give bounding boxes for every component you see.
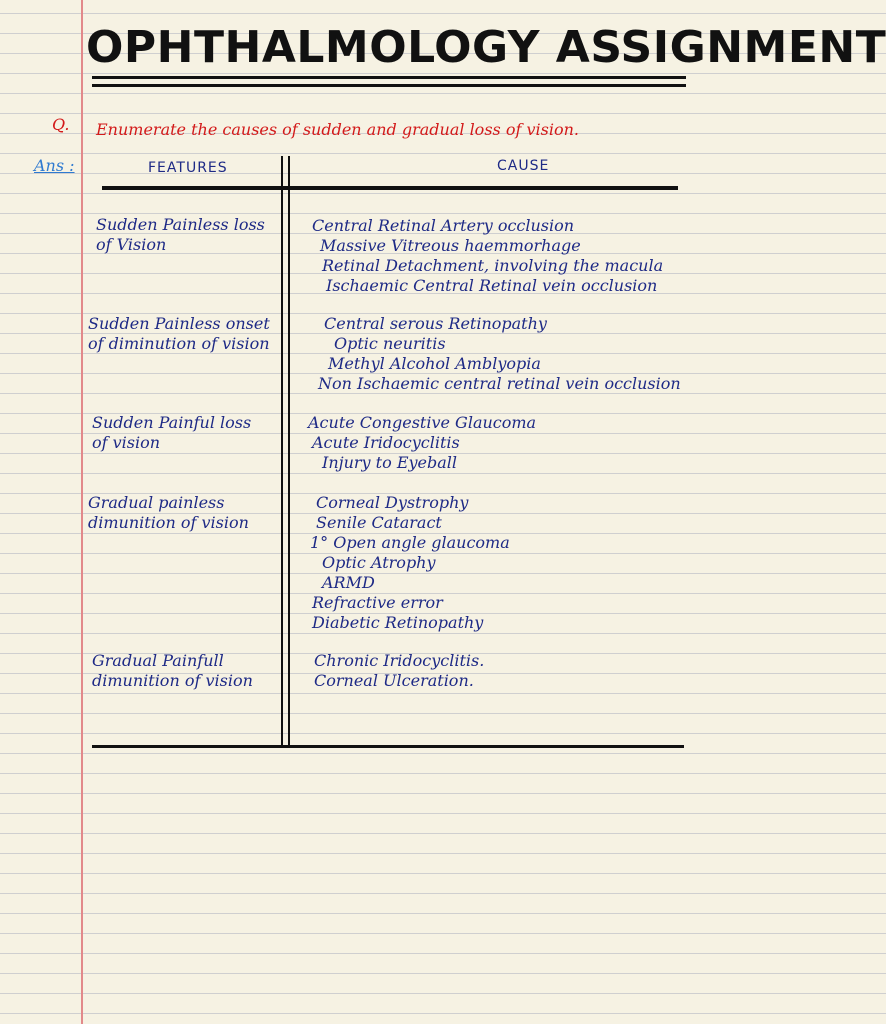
feature-line: dimunition of vision <box>92 671 253 690</box>
feature-line: Sudden Painless onset <box>88 314 270 333</box>
page-title: OPHTHALMOLOGY ASSIGNMENT <box>86 22 886 73</box>
table-bottom-rule <box>92 745 684 748</box>
cause-item: Injury to Eyeball <box>322 453 458 472</box>
question-label: Q. <box>52 115 70 134</box>
cause-item: Refractive error <box>312 593 443 612</box>
cause-item: Massive Vitreous haemmorhage <box>320 236 581 255</box>
cause-item: 1° Open angle glaucoma <box>310 533 510 552</box>
feature-line: Sudden Painless loss <box>96 215 265 234</box>
feature-line: dimunition of vision <box>88 513 249 532</box>
feature-line: Gradual Painfull <box>92 651 224 670</box>
cause-item: Corneal Ulceration. <box>314 671 474 690</box>
cause-item: Central serous Retinopathy <box>324 314 547 333</box>
cause-item: Methyl Alcohol Amblyopia <box>328 354 541 373</box>
title-underline-1 <box>92 76 686 79</box>
cause-item: Central Retinal Artery occlusion <box>312 216 575 235</box>
feature-line: of Vision <box>96 235 167 254</box>
cause-item: Acute Congestive Glaucoma <box>308 413 537 432</box>
feature-line: of diminution of vision <box>88 334 270 353</box>
features-header: FEATURES <box>148 160 228 176</box>
feature-line: Sudden Painful loss <box>92 413 252 432</box>
answer-label: Ans : <box>34 156 75 175</box>
cause-item: Chronic Iridocyclitis. <box>314 651 485 670</box>
cause-item: Non Ischaemic central retinal vein occlusion <box>318 374 681 393</box>
cause-item: Corneal Dystrophy <box>316 493 469 512</box>
table-divider-right <box>288 156 290 746</box>
cause-item: Senile Cataract <box>316 513 442 532</box>
title-underline-2 <box>92 84 686 87</box>
cause-item: ARMD <box>322 573 375 592</box>
table-header-rule <box>102 186 678 190</box>
cause-item: Optic neuritis <box>334 334 446 353</box>
cause-item: Retinal Detachment, involving the macula <box>322 256 664 275</box>
cause-item: Acute Iridocyclitis <box>312 433 460 452</box>
feature-line: of vision <box>92 433 161 452</box>
cause-header: CAUSE <box>497 158 550 174</box>
question-text: Enumerate the causes of sudden and gradual loss of vision. <box>96 120 579 139</box>
table-divider-left <box>281 156 283 746</box>
cause-item: Diabetic Retinopathy <box>312 613 484 632</box>
feature-line: Gradual painless <box>88 493 225 512</box>
cause-item: Optic Atrophy <box>322 553 436 572</box>
cause-item: Ischaemic Central Retinal vein occlusion <box>326 276 658 295</box>
